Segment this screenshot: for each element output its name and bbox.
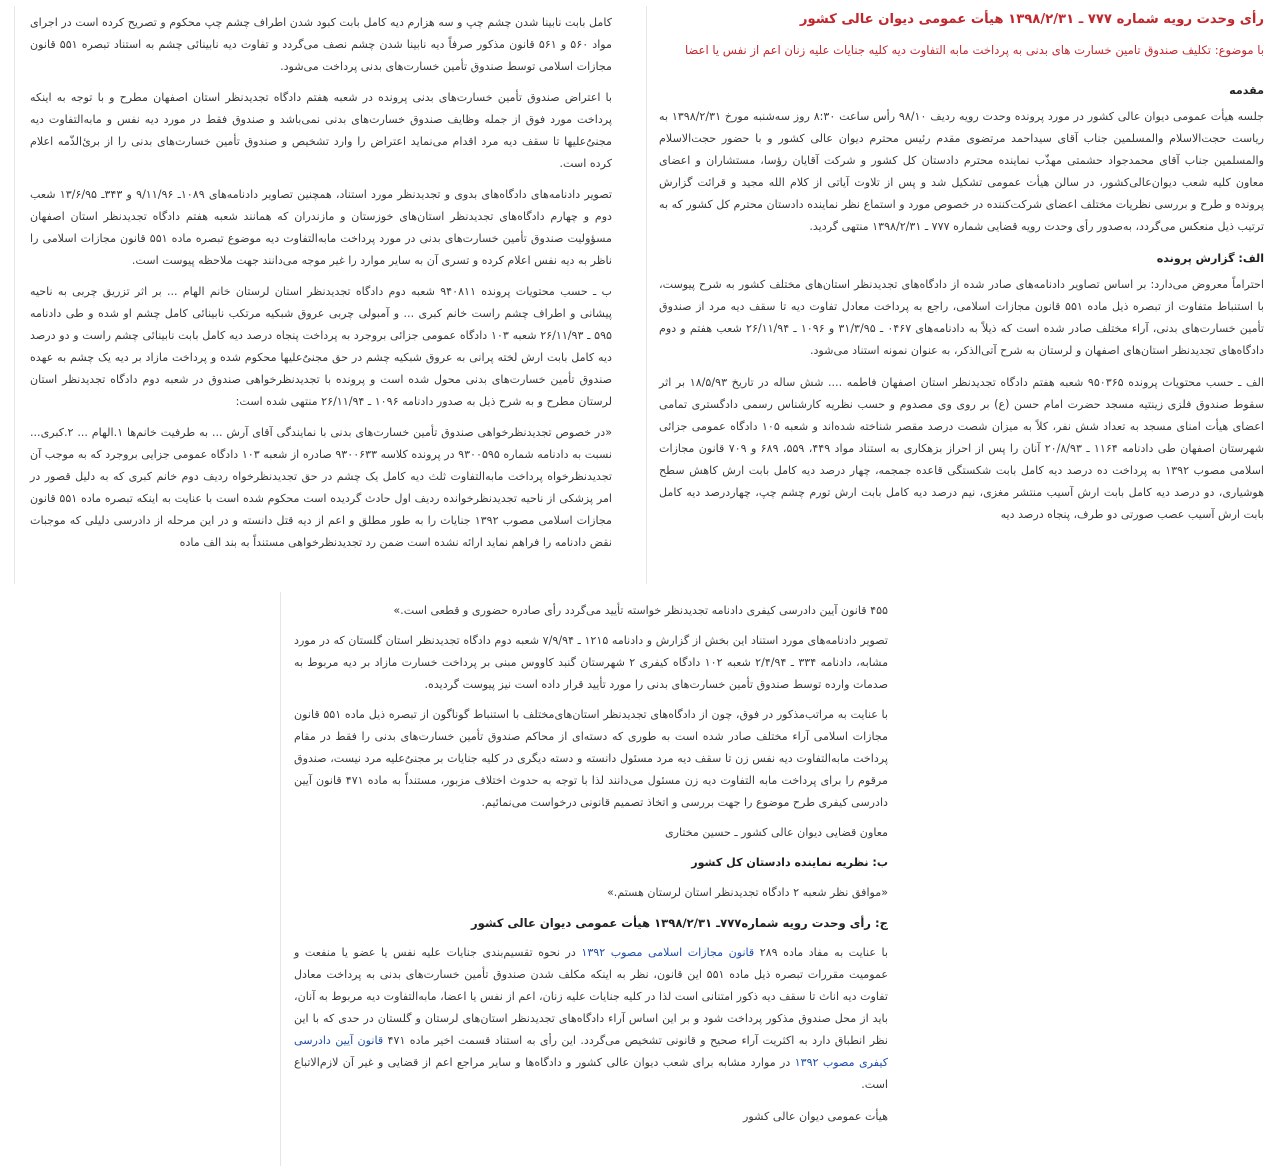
column-divider-bottom xyxy=(280,592,281,1166)
bottom-block xyxy=(290,600,900,1166)
column-divider-middle xyxy=(646,6,647,584)
ruling-text-part-2: در نحوه تقسیم‌بندی جنایات علیه نفس یا عضو یا منفعت و عمومیت مقررات تبصره ذیل ماده ۵۵۱ این قانون، نظر به اینکه مکلف شدن صندوق تأمین خسارت‌های بدنی به پرداخت معادل تفاوت دیه اناث تا سقف دیه ذکور امتنانی است لذا در کلیه جنایات علیه زنان، اعم از نفس یا اعضا، مابه‌التفاوت دیه مربوط به آنان، باید از محل صندوق مذکور پرداخت شود و بر این اساس آراء دادگاه‌های تجدیدنظر استان‌های لرستان و گلستان در حدی که با این نظر انطباق دارد به اکثریت آراء صحیح و قانونی تشخیص می‌گردد. این رأی به استناد قسمت اخیر ماده ۴۷۱ xyxy=(294,946,888,1047)
signatory-line: معاون قضایی دیوان عالی کشور ـ حسین مختاری xyxy=(664,826,888,839)
bottom-paragraph-1: ۴۵۵ قانون آیین دادرسی کیفری دادنامه تجدیدنظر خواسته تأیید می‌گردد رأی صادره حضوری و قطعی است.» xyxy=(393,604,888,617)
intro-paragraph: جلسه هیأت عمومی دیوان عالی کشور در مورد پرونده وحدت رویه ردیف ۹۸/۱۰ رأس ساعت ۸:۳۰ روز سه‌شنبه مورخ ۱۳۹۸/۲/۳۱ به ریاست حجت‌الاسلام والمسلمین جناب آقای سیداحمد مرتضوی مقدم رئیس محترم دیوان عالی کشور و با حضور حجت‌الاسلام والمسلمین جناب آقای محمدجواد حشمتی مهذّب نماینده محترم دادستان کل کشور و شرکت آقایان رؤسا، مستشاران و اعضای معاون کلیه شعب دیوان‌عالی‌کشور، در سالن هیأت عمومی تشکیل شد و پس از تلاوت آیاتی از کلام الله مجید و قرائت گزارش پرونده و طرح و بررسی نظریات مختلف اعضای شرکت‌کننده در خصوص مورد و استماع نظر نماینده دادستان محترم کل کشور که به ترتیب ذیل منعکس می‌گردد، به‌صدور رأی وحدت رویه قضایی شماره ۷۷۷ ـ ۱۳۹۸/۲/۳۱ منتهی گردید. xyxy=(659,110,1264,233)
report-paragraph: احتراماً معروض می‌دارد: بر اساس تصاویر دادنامه‌های صادر شده از دادگاه‌های تجدیدنظر استان‌های مختلف کشور به شرح پیوست، با استنباط متفاوت از تبصره ذیل ماده ۵۵۱ قانون مجازات اسلامی، راجع به پرداخت معادل تفاوت دیه تا سقف دیه مرد از صندوق تأمین خسارت‌های بدنی، آراء مختلف صادر شده است که ذیلاً به دادنامه‌های ۰۴۶۷ ـ ۳۱/۳/۹۵ و ۱۰۹۶ ـ ۲۶/۱۱/۹۴ شعب هفتم و دوم دادگاه‌های تجدیدنظر استان‌های اصفهان و لرستان به شرح آتی‌الذکر، به عنوان نمونه استناد می‌شود. xyxy=(659,278,1264,357)
left-paragraph-1: کامل بابت نابینا شدن چشم چپ و سه هزارم دیه کامل بابت کبود شدن اطراف چشم چپ محکوم و تصریح کرده است در اجرای مواد ۵۶۰ و ۵۶۱ قانون مذکور صرفاً دیه نابینا شدن چشم نصف می‌گردد و تفاوت دیه نابینائی چشم به استناد تبصره ۵۵۱ قانون مجازات اسلامی توسط صندوق تأمین خسارت‌های بدنی پرداخت می‌شود. xyxy=(30,16,612,73)
ruling-text-part-1: با عنایت به مفاد ماده ۲۸۹ xyxy=(754,946,888,959)
column-divider-left xyxy=(14,6,15,584)
case-a-paragraph: الف ـ حسب محتویات پرونده ۹۵۰۳۶۵ شعبه هفتم دادگاه تجدیدنظر استان اصفهان فاطمه .... شش ساله در تاریخ ۱۸/۵/۹۳ بر اثر سقوط صندوق فلزی زینتیه مسجد حضرت امام حسن (ع) بر روی وی مصدوم و حسب نظریه کارشناس رسمی دادگستری تمامی اعضای هیأت امنای مسجد به تعداد شش نفر، کلاً به میزان شصت درصد مقصر شناخته شده‌اند و شعبه ۱۰۵ دادگاه عمومی جزائی شهرستان اصفهان طی دادنامه ۱۱۶۴ ـ ۲۰/۸/۹۳ آنان را پس از احراز بزهکاری به استناد مواد ۴۴۹، ۵۵۹، ۶۸۹ و ۷۰۹ قانون مجازات اسلامی مصوب ۱۳۹۲ به پرداخت ده درصد دیه کامل بابت شکستگی قاعده جمجمه، چهار درصد دیه کامل بابت ارش کاهش سطح هوشیاری، دو درصد دیه کامل بابت ارش آسیب منتشر مغزی، نیم درصد دیه کامل بابت ارش تورم چشم چپ، چهاردرصد دیه کامل بابت ارش آسیب عصب صورتی دو طرف، پنجاه درصد دیه xyxy=(659,376,1265,521)
ruling-heading: ج: رأی وحدت رویه شماره۷۷۷ـ ۱۳۹۸/۲/۳۱ هیأت عمومی دیوان عالی کشور xyxy=(471,916,888,930)
report-heading: الف: گزارش پرونده xyxy=(1156,252,1264,265)
document-title: رأی وحدت رویه شماره ۷۷۷ ـ ۱۳۹۸/۲/۳۱ هیأت عمومی دیوان عالی کشور xyxy=(799,12,1264,27)
prosecutor-opinion-heading: ب: نظریه نماینده دادستان کل کشور xyxy=(691,856,888,869)
left-paragraph-5: «در خصوص تجدیدنظرخواهی صندوق تأمین خسارت‌های بدنی با نمایندگی آقای آرش ... به طرفیت خانم‌ها ۱.الهام ... ۲.کبری... نسبت به دادنامه شماره ۹۳۰۰۵۹۵ در پرونده کلاسه ۹۳۰۰۶۳۳ صادره از شعبه ۱۰۳ دادگاه عمومی جزایی بروجرد که به موجب آن تجدیدنظرخواه پرداخت مابه‌التفاوت ثلث دیه کامل یک چشم در حق تجدیدنظرخواه ردیف دوم خانم کبری که به دلیل قصور در امر پزشکی از ناحیه تجدیدنظرخوانده ردیف اول حادث گردیده است محکوم شده است با عنایت به اینکه تبصره ماده ۵۵۱ قانون مجازات اسلامی مصوب ۱۳۹۲ جنایات را به طور مطلق و اعم از دیه قتل دانسته و در این مرحله از دادرسی دلیلی که موجبات نقض دادنامه را فراهم نماید ارائه نشده است ضمن رد تجدیدنظرخواهی مستنداً به بند الف ماده xyxy=(30,426,613,549)
left-column xyxy=(22,6,622,584)
bottom-paragraph-3: با عنایت به مراتب‌مذکور در فوق، چون از دادگاه‌های تجدیدنظر استان‌های‌مختلف با استنباط گوناگون از تبصره ذیل ماده ۵۵۱ قانون مجازات اسلامی آراء مختلف صادر شده است به طوری که دسته‌ای از محاکم صندوق تأمین خسارت‌های بدنی را فقط در مقام پرداخت مابه‌التفاوت دیه نفس زن تا سقف دیه مرد مسئول دانسته و دسته دیگری در کلیه جنایات بر مجنیٌ‌علیه مرد نیست، صندوق مرقوم را برای پرداخت مابه التفاوت دیه زن مسئول می‌دانند لذا با توجه به حدوث اختلاف مزبور، مستنداً به ماده ۴۷۱ قانون آیین دادرسی کیفری طرح موضوع را جهت بررسی و اتخاذ تصمیم قانونی درخواست می‌نمائیم. xyxy=(294,708,888,809)
bottom-paragraph-2: تصویر دادنامه‌های مورد استناد این بخش از گزارش و دادنامه ۱۲۱۵ ـ ۷/۹/۹۴ شعبه دوم دادگاه تجدیدنظر استان گلستان که در مورد مشابه، دادنامه ۳۳۴ ـ ۲/۴/۹۴ شعبه ۱۰۲ دادگاه کیفری ۲ شهرستان گنبد کاووس مبنی بر پرداخت خسارت مازاد بر دیه مربوط به صدمات وارده توسط صندوق تأمین خسارت‌های بدنی را مورد تأیید قرار داده است نیز پیوست گردیده. xyxy=(294,634,889,691)
left-paragraph-3: تصویر دادنامه‌های دادگاه‌های بدوی و تجدیدنظر مورد استناد، همچنین تصاویر دادنامه‌های ۱۰۸۹ـ ۹/۱۱/۹۶ و ۳۴۳ـ ۱۳/۶/۹۵ شعب دوم و چهارم دادگاه‌های تجدیدنظر استان‌های خوزستان و مازندران که همانند شعبه هفتم دادگاه تجدیدنظر استان اصفهان مسؤولیت صندوق تأمین خسارت‌های بدنی در مورد پرداخت مابه‌التفاوت دیه موضوع تبصره ماده ۵۵۱ قانون مجازات اسلامی را ناظر به دیه نفس اعلام کرده و تسری آن به سایر موارد را غیر موجه می‌دانند جهت ملاحظه پیوست است. xyxy=(30,188,613,267)
ruling-paragraph xyxy=(294,942,888,1096)
left-paragraph-2: با اعتراض صندوق تأمین خسارت‌های بدنی پرونده در شعبه هفتم دادگاه تجدیدنظر استان اصفهان مطرح و با توجه به اینکه پرداخت مورد فوق از جمله وظایف صندوق خسارت‌های بدنی نمی‌باشد و صندوق فقط در مورد دیه نفس و مابه‌التفاوت دیه مجنیٌ‌علیها تا سقف دیه مرد اقدام می‌نماید اعتراض را وارد تشخیص و صندوق تأمین خسارت‌های بدنی را از برئ‌الذّمه اعلام کرده است. xyxy=(30,91,612,170)
intro-heading: مقدمه xyxy=(1229,84,1264,97)
prosecutor-opinion-text: «موافق نظر شعبه ۲ دادگاه تجدیدنظر استان لرستان هستم.» xyxy=(607,886,888,899)
left-column-fade xyxy=(22,558,622,584)
document-subject: با موضوع: تکلیف صندوق تامین خسارت های بدنی به پرداخت مابه التفاوت دیه کلیه جنایات علیه زنان اعم از نفس یا اعضا xyxy=(684,43,1264,57)
penal-code-link[interactable]: قانون مجازات اسلامی مصوب ۱۳۹۲ xyxy=(581,946,755,959)
criminal-procedure-code-link[interactable]: قانون آیین دادرسی کیفری مصوب ۱۳۹۲ xyxy=(294,1034,888,1069)
right-column xyxy=(655,8,1270,590)
left-paragraph-4: ب ـ حسب محتویات پرونده ۹۴۰۸۱۱ شعبه دوم دادگاه تجدیدنظر استان لرستان خانم الهام ... بر اثر تزریق چربی به ناحیه پیشانی و اطراف چشم راست خانم کبری ... و آمبولی چربی عروق شبکیه مرتکب نابینائی کامل چشم او شده و طی دادنامه ۵۹۵ ـ ۲۶/۱۱/۹۳ شعبه ۱۰۳ دادگاه عمومی جزائی بروجرد به پرداخت پنجاه درصد دیه کامل بابت نابینائی چشم راست و دو درصد دیه کامل بابت ارش لخته پرانی به عروق شبکیه چشم در حق مجنیٌ‌علیها محکوم شده و پرداخت مازاد بر دیه یک چشم به عهده صندوق تأمین خسارت‌های بدنی محول شده است و پرونده با تجدیدنظرخواهی صندوق در شعبه دوم دادگاه تجدیدنظر استان لرستان مطرح و به شرح ذیل به صدور دادنامه ۱۰۹۶ ـ ۲۶/۱۱/۹۴ منتهی شده است: xyxy=(30,285,613,408)
signature: هیأت عمومی دیوان عالی کشور xyxy=(743,1110,888,1123)
ruling-text-part-3: در موارد مشابه برای شعب دیوان عالی کشور و دادگاه‌ها و سایر مراجع اعم از قضایی و غیر آن لازم‌الاتباع است. xyxy=(294,1056,888,1091)
